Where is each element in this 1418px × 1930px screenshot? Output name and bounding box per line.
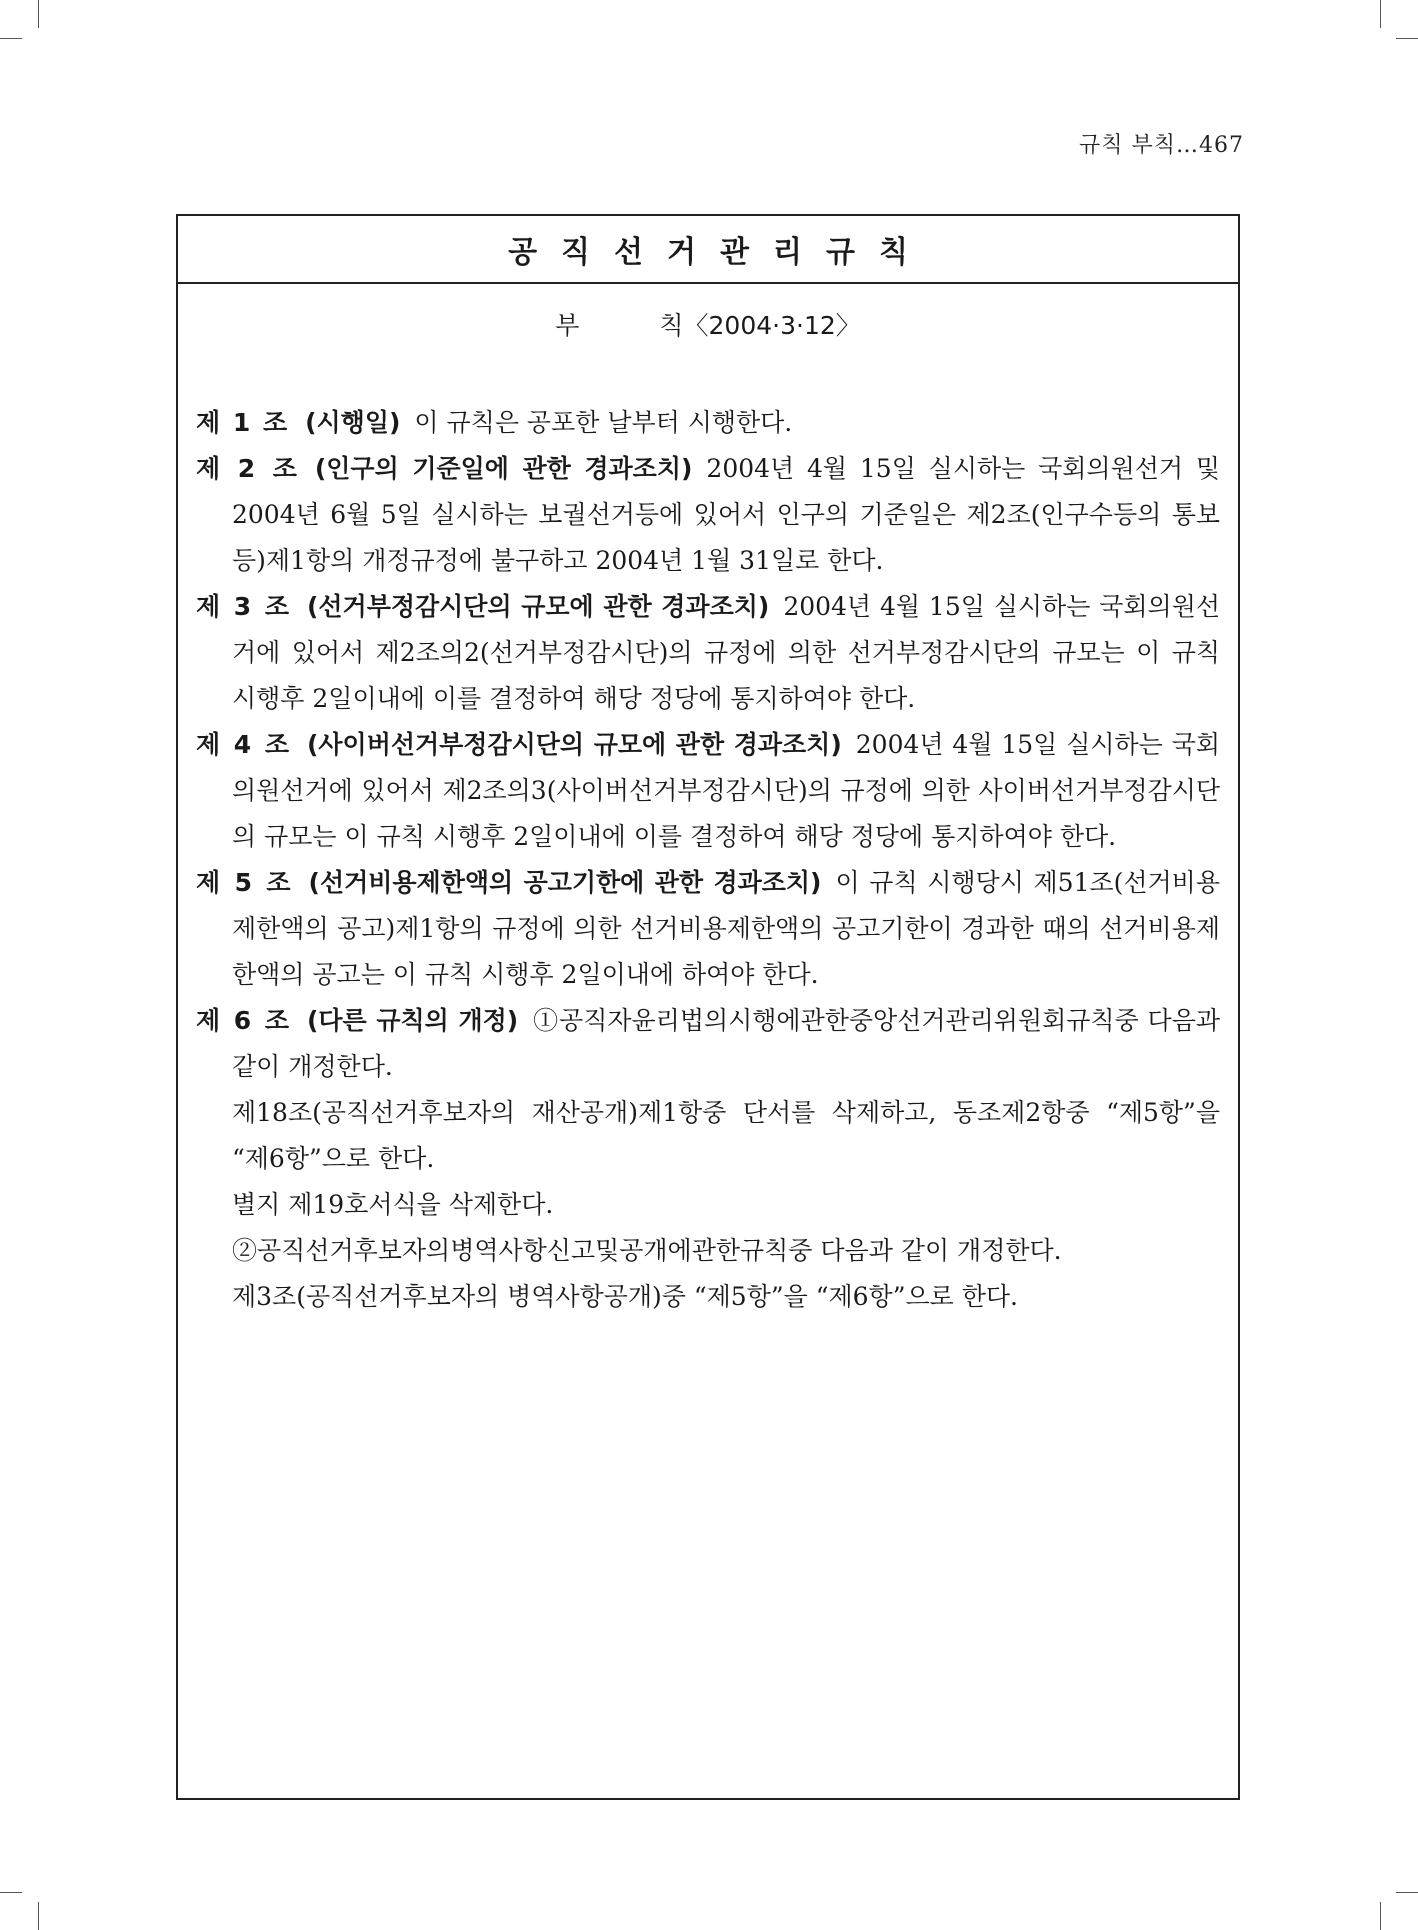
article-list — [178, 400, 1238, 1320]
article-number: 제 1 조 — [196, 408, 288, 437]
title-bar — [178, 216, 1238, 284]
article-title: (사이버선거부정감시단의 규모에 관한 경과조치) — [306, 730, 842, 759]
box-title: 공직선거관리규칙 — [508, 235, 932, 270]
crop-mark — [38, 0, 39, 28]
article-body: 2004년 4월 15일 실시하는 국회의원선거 및 2004년 6월 5일 실시하는 보궐선거등에 있어서 인구의 기준일은 제2조(인구수등의 통보등)제1항의 개정규정에 불구하고 2004년 1월 31일로 한다. — [232, 454, 1220, 575]
article-number: 제 6 조 — [196, 1006, 289, 1035]
article-body: 이 규칙 시행당시 제51조(선거비용제한액의 공고)제1항의 규정에 의한 선거비용제한액의 공고기한이 경과한 때의 선거비용제한액의 공고는 이 규칙 시행후 2일이내에 하여야 한다. — [232, 868, 1220, 989]
article-5 — [196, 860, 1220, 998]
addenda-heading-right: 칙〈2004·3·12〉 — [659, 311, 861, 340]
article-title: (인구의 기준일에 관한 경과조치) — [314, 454, 693, 483]
page-header: 규칙 부칙…467 — [1079, 133, 1244, 158]
crop-mark — [1380, 0, 1381, 28]
article-body: ①공직자윤리법의시행에관한중앙선거관리위원회규칙중 다음과 같이 개정한다. — [232, 1006, 1221, 1081]
crop-mark — [38, 1902, 39, 1930]
addenda-heading-left: 부 — [555, 311, 580, 340]
crop-mark — [0, 38, 22, 39]
article-title: (시행일) — [305, 408, 401, 437]
article-number: 제 5 조 — [196, 868, 291, 897]
article-4 — [196, 722, 1220, 860]
article-6-paragraph: ②공직선거후보자의병역사항신고및공개에관한규칙중 다음과 같이 개정한다. — [232, 1236, 1062, 1265]
crop-mark — [1396, 38, 1418, 39]
article-2 — [196, 446, 1220, 584]
article-number: 제 4 조 — [196, 730, 289, 759]
article-title: (다른 규칙의 개정) — [306, 1006, 519, 1035]
article-title: (선거비용제한액의 공고기한에 관한 경과조치) — [308, 868, 822, 897]
article-3 — [196, 584, 1220, 722]
article-body: 이 규칙은 공포한 날부터 시행한다. — [414, 408, 793, 437]
crop-mark — [1380, 1902, 1381, 1930]
regulation-box — [176, 214, 1240, 1800]
article-title: (선거부정감시단의 규모에 관한 경과조치) — [306, 592, 770, 621]
article-number: 제 2 조 — [196, 454, 297, 483]
article-body: 2004년 4월 15일 실시하는 국회의원선거에 있어서 제2조의3(사이버선거부정감시단)의 규정에 의한 사이버선거부정감시단의 규모는 이 규칙 시행후 2일이내에 이를 결정하여 해당 정당에 통지하여야 한다. — [232, 730, 1220, 851]
article-body: 2004년 4월 15일 실시하는 국회의원선거에 있어서 제2조의2(선거부정감시단)의 규정에 의한 선거부정감시단의 규모는 이 규칙 시행후 2일이내에 이를 결정하여 해당 정당에 통지하여야 한다. — [232, 592, 1220, 713]
article-6-paragraph: 별지 제19호서식을 삭제한다. — [232, 1190, 554, 1219]
crop-mark — [1396, 1892, 1418, 1893]
article-number: 제 3 조 — [196, 592, 289, 621]
article-6-paragraph: 제3조(공직선거후보자의 병역사항공개)중 “제5항”을 “제6항”으로 한다. — [232, 1282, 1018, 1311]
article-1 — [196, 400, 1220, 446]
article-6-paragraph: 제18조(공직선거후보자의 재산공개)제1항중 단서를 삭제하고, 동조제2항중 “제5항”을 “제6항”으로 한다. — [232, 1098, 1220, 1173]
crop-mark — [0, 1892, 22, 1893]
article-6 — [196, 998, 1220, 1090]
addenda-heading — [178, 306, 1238, 342]
